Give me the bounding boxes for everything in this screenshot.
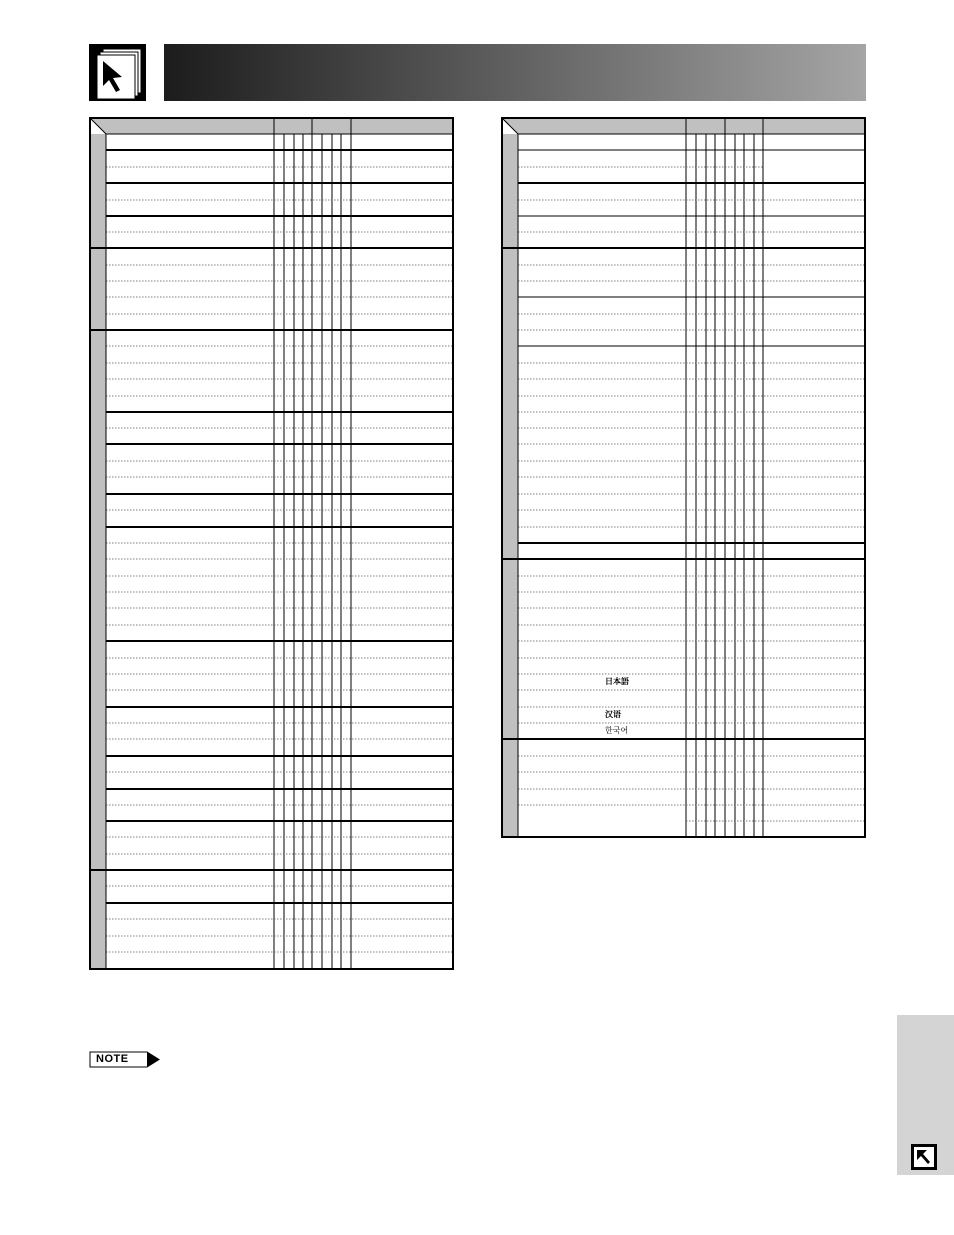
- settings-table-right: [500, 116, 868, 840]
- menu-cursor-icon: [89, 44, 146, 101]
- note-label: NOTE: [96, 1053, 129, 1065]
- language-chinese: 汉语: [605, 710, 621, 719]
- header-bar: [164, 44, 866, 101]
- settings-table-left: [88, 116, 456, 972]
- language-japanese: 日本語: [605, 677, 629, 686]
- language-korean: 한국어: [605, 726, 629, 735]
- appendix-icon: [911, 1144, 937, 1170]
